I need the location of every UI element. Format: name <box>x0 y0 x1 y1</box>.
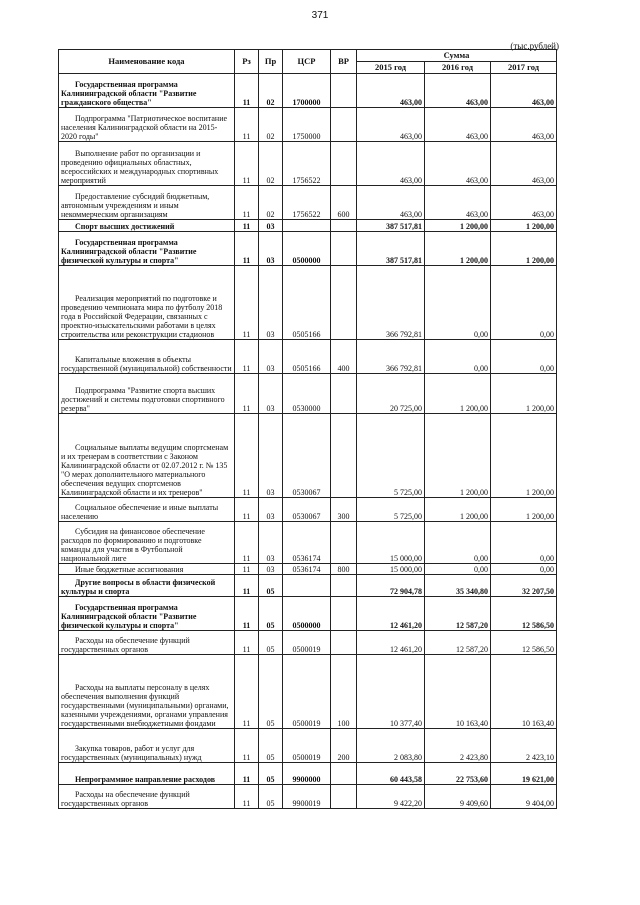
row-csr: 1700000 <box>283 74 331 108</box>
row-amount-2017: 0,00 <box>491 340 557 374</box>
table-row <box>59 232 557 266</box>
row-amount-2016: 1 200,00 <box>425 220 491 232</box>
row-name: Социальное обеспечение и иные выплаты населению <box>59 498 235 522</box>
table-row <box>59 498 557 522</box>
table-row <box>59 108 557 142</box>
row-csr <box>283 575 331 597</box>
row-vr <box>331 266 357 340</box>
row-amount-2016: 12 587,20 <box>425 631 491 655</box>
row-amount-2016: 463,00 <box>425 74 491 108</box>
row-rz: 11 <box>235 498 259 522</box>
row-rz: 11 <box>235 575 259 597</box>
row-vr <box>331 631 357 655</box>
row-pr: 05 <box>259 785 283 809</box>
row-amount-2015: 387 517,81 <box>357 220 425 232</box>
row-name: Капитальные вложения в объекты государственной (муниципальной) собственности <box>59 340 235 374</box>
row-amount-2017: 12 586,50 <box>491 597 557 631</box>
row-name: Расходы на обеспечение функций государственных органов <box>59 785 235 809</box>
row-rz: 11 <box>235 74 259 108</box>
row-rz: 11 <box>235 729 259 763</box>
row-name: Выполнение работ по организации и проведению официальных областных, всероссийских и международных спортивных мероприятий <box>59 142 235 186</box>
row-rz: 11 <box>235 266 259 340</box>
table-row <box>59 785 557 809</box>
header-2016: 2016 год <box>425 62 491 74</box>
row-vr <box>331 220 357 232</box>
row-name: Другие вопросы в области физической культуры и спорта <box>59 575 235 597</box>
header-sum: Сумма <box>357 50 557 62</box>
row-amount-2015: 387 517,81 <box>357 232 425 266</box>
row-amount-2016: 0,00 <box>425 266 491 340</box>
row-pr: 05 <box>259 631 283 655</box>
row-pr: 02 <box>259 108 283 142</box>
table-row <box>59 74 557 108</box>
row-pr: 02 <box>259 186 283 220</box>
row-amount-2016: 22 753,60 <box>425 763 491 785</box>
header-pr: Пр <box>259 50 283 74</box>
row-amount-2015: 60 443,58 <box>357 763 425 785</box>
row-amount-2017: 0,00 <box>491 522 557 564</box>
row-name: Предоставление субсидий бюджетным, автономным учреждениям и иным некоммерческим организациям <box>59 186 235 220</box>
table-row <box>59 655 557 729</box>
header-rz: Рз <box>235 50 259 74</box>
row-name: Социальные выплаты ведущим спортсменам и их тренерам в соответствии с Законом Калининградской области от 02.07.2012 г. № 135 "О мерах дополнительного материального обеспечения ведущих спортсменов Калининградской области и их тренеров" <box>59 414 235 498</box>
page-number: 371 <box>311 10 329 21</box>
row-amount-2015: 463,00 <box>357 186 425 220</box>
row-name: Спорт высших достижений <box>59 220 235 232</box>
row-amount-2015: 9 422,20 <box>357 785 425 809</box>
row-amount-2017: 463,00 <box>491 108 557 142</box>
row-vr <box>331 414 357 498</box>
row-amount-2015: 15 000,00 <box>357 522 425 564</box>
row-vr: 200 <box>331 729 357 763</box>
row-rz: 11 <box>235 763 259 785</box>
row-pr: 03 <box>259 266 283 340</box>
row-amount-2017: 1 200,00 <box>491 414 557 498</box>
row-vr <box>331 575 357 597</box>
row-pr: 03 <box>259 414 283 498</box>
row-name: Иные бюджетные ассигнования <box>59 564 235 575</box>
row-amount-2017: 1 200,00 <box>491 374 557 414</box>
row-amount-2017: 2 423,10 <box>491 729 557 763</box>
table-row <box>59 729 557 763</box>
row-amount-2016: 463,00 <box>425 142 491 186</box>
row-rz: 11 <box>235 232 259 266</box>
row-rz: 11 <box>235 142 259 186</box>
row-pr: 03 <box>259 374 283 414</box>
row-amount-2017: 1 200,00 <box>491 232 557 266</box>
row-amount-2015: 72 904,78 <box>357 575 425 597</box>
row-csr: 0530067 <box>283 414 331 498</box>
row-rz: 11 <box>235 374 259 414</box>
row-csr: 0536174 <box>283 564 331 575</box>
header-2017: 2017 год <box>491 62 557 74</box>
table-row <box>59 186 557 220</box>
row-csr: 0530000 <box>283 374 331 414</box>
row-amount-2015: 366 792,81 <box>357 266 425 340</box>
row-amount-2017: 0,00 <box>491 266 557 340</box>
row-vr <box>331 142 357 186</box>
row-vr: 300 <box>331 498 357 522</box>
row-pr: 03 <box>259 522 283 564</box>
row-csr: 0500000 <box>283 597 331 631</box>
row-amount-2016: 0,00 <box>425 340 491 374</box>
row-amount-2017: 0,00 <box>491 564 557 575</box>
row-rz: 11 <box>235 186 259 220</box>
unit-note: (тыс.рублей) <box>510 41 559 51</box>
row-csr: 9900000 <box>283 763 331 785</box>
row-rz: 11 <box>235 655 259 729</box>
row-pr: 03 <box>259 220 283 232</box>
budget-table <box>58 49 557 809</box>
row-pr: 05 <box>259 655 283 729</box>
row-rz: 11 <box>235 220 259 232</box>
row-name: Государственная программа Калининградской области "Развитие физической культуры и спорта" <box>59 232 235 266</box>
row-amount-2016: 1 200,00 <box>425 232 491 266</box>
table-row <box>59 564 557 575</box>
row-amount-2017: 32 207,50 <box>491 575 557 597</box>
row-rz: 11 <box>235 522 259 564</box>
row-name: Закупка товаров, работ и услуг для государственных (муниципальных) нужд <box>59 729 235 763</box>
row-rz: 11 <box>235 108 259 142</box>
row-csr: 1750000 <box>283 108 331 142</box>
table-row <box>59 266 557 340</box>
table-row <box>59 575 557 597</box>
header-name: Наименование кода <box>59 50 235 74</box>
row-csr: 0536174 <box>283 522 331 564</box>
header-vr: ВР <box>331 50 357 74</box>
row-amount-2017: 19 621,00 <box>491 763 557 785</box>
row-csr: 0505166 <box>283 266 331 340</box>
row-amount-2016: 10 163,40 <box>425 655 491 729</box>
row-pr: 05 <box>259 575 283 597</box>
row-amount-2016: 1 200,00 <box>425 374 491 414</box>
row-vr: 400 <box>331 340 357 374</box>
row-vr <box>331 763 357 785</box>
table-row <box>59 340 557 374</box>
row-name: Расходы на обеспечение функций государственных органов <box>59 631 235 655</box>
row-amount-2017: 1 200,00 <box>491 498 557 522</box>
row-amount-2015: 463,00 <box>357 74 425 108</box>
row-amount-2016: 1 200,00 <box>425 414 491 498</box>
row-amount-2015: 5 725,00 <box>357 414 425 498</box>
table-row <box>59 142 557 186</box>
row-name: Непрограммное направление расходов <box>59 763 235 785</box>
row-pr: 05 <box>259 763 283 785</box>
table-row <box>59 522 557 564</box>
row-name: Государственная программа Калининградской области "Развитие физической культуры и спорта" <box>59 597 235 631</box>
row-amount-2016: 2 423,80 <box>425 729 491 763</box>
row-vr: 100 <box>331 655 357 729</box>
row-amount-2017: 10 163,40 <box>491 655 557 729</box>
row-amount-2016: 0,00 <box>425 522 491 564</box>
table-row <box>59 220 557 232</box>
row-pr: 05 <box>259 729 283 763</box>
row-csr: 1756522 <box>283 186 331 220</box>
row-vr <box>331 597 357 631</box>
row-amount-2016: 0,00 <box>425 564 491 575</box>
row-csr: 9900019 <box>283 785 331 809</box>
row-csr: 0500019 <box>283 631 331 655</box>
row-vr <box>331 785 357 809</box>
row-amount-2015: 2 083,80 <box>357 729 425 763</box>
table-body <box>59 74 557 809</box>
row-csr: 0500019 <box>283 655 331 729</box>
row-csr: 0530067 <box>283 498 331 522</box>
row-amount-2017: 463,00 <box>491 186 557 220</box>
table-row <box>59 597 557 631</box>
row-amount-2015: 10 377,40 <box>357 655 425 729</box>
row-name: Подпрограмма "Развитие спорта высших достижений и системы подготовки спортивного резерва" <box>59 374 235 414</box>
row-vr <box>331 232 357 266</box>
row-amount-2017: 12 586,50 <box>491 631 557 655</box>
row-name: Подпрограмма "Патриотическое воспитание населения Калининградской области на 2015-2020 годы" <box>59 108 235 142</box>
header-2015: 2015 год <box>357 62 425 74</box>
row-amount-2015: 366 792,81 <box>357 340 425 374</box>
table-row <box>59 631 557 655</box>
row-amount-2015: 5 725,00 <box>357 498 425 522</box>
row-pr: 03 <box>259 498 283 522</box>
row-csr: 0500019 <box>283 729 331 763</box>
row-csr: 1756522 <box>283 142 331 186</box>
row-amount-2016: 9 409,60 <box>425 785 491 809</box>
row-csr: 0500000 <box>283 232 331 266</box>
table-row <box>59 414 557 498</box>
row-vr <box>331 108 357 142</box>
row-pr: 03 <box>259 340 283 374</box>
row-amount-2017: 463,00 <box>491 142 557 186</box>
row-rz: 11 <box>235 340 259 374</box>
row-vr: 600 <box>331 186 357 220</box>
row-vr <box>331 374 357 414</box>
row-rz: 11 <box>235 785 259 809</box>
table-row <box>59 374 557 414</box>
row-name: Субсидия на финансовое обеспечение расходов по формированию и подготовке команды для участия в Футбольной национальной лиге <box>59 522 235 564</box>
row-pr: 02 <box>259 74 283 108</box>
row-pr: 03 <box>259 564 283 575</box>
row-pr: 02 <box>259 142 283 186</box>
row-amount-2015: 12 461,20 <box>357 597 425 631</box>
row-amount-2015: 463,00 <box>357 142 425 186</box>
row-amount-2016: 1 200,00 <box>425 498 491 522</box>
row-amount-2017: 1 200,00 <box>491 220 557 232</box>
row-rz: 11 <box>235 631 259 655</box>
row-pr: 05 <box>259 597 283 631</box>
row-rz: 11 <box>235 414 259 498</box>
row-pr: 03 <box>259 232 283 266</box>
row-amount-2015: 12 461,20 <box>357 631 425 655</box>
row-csr <box>283 220 331 232</box>
row-vr: 800 <box>331 564 357 575</box>
row-rz: 11 <box>235 597 259 631</box>
row-amount-2016: 12 587,20 <box>425 597 491 631</box>
row-amount-2016: 463,00 <box>425 186 491 220</box>
row-amount-2017: 9 404,00 <box>491 785 557 809</box>
row-name: Государственная программа Калининградской области "Развитие гражданского общества" <box>59 74 235 108</box>
row-amount-2015: 20 725,00 <box>357 374 425 414</box>
row-vr <box>331 74 357 108</box>
row-amount-2016: 463,00 <box>425 108 491 142</box>
header-csr: ЦСР <box>283 50 331 74</box>
row-amount-2016: 35 340,80 <box>425 575 491 597</box>
row-csr: 0505166 <box>283 340 331 374</box>
row-vr <box>331 522 357 564</box>
row-amount-2015: 15 000,00 <box>357 564 425 575</box>
row-name: Реализация мероприятий по подготовке и проведению чемпионата мира по футболу 2018 года в Российской Федерации, связанных с проектно-изыскательскими работами в целях строительства или реконструкции стадионов <box>59 266 235 340</box>
row-rz: 11 <box>235 564 259 575</box>
row-name: Расходы на выплаты персоналу в целях обеспечения выполнения функций государственными (муниципальными) органами, казенными учреждениями, органами управления государственными внебюджетными фондами <box>59 655 235 729</box>
table-row <box>59 763 557 785</box>
row-amount-2015: 463,00 <box>357 108 425 142</box>
row-amount-2017: 463,00 <box>491 74 557 108</box>
